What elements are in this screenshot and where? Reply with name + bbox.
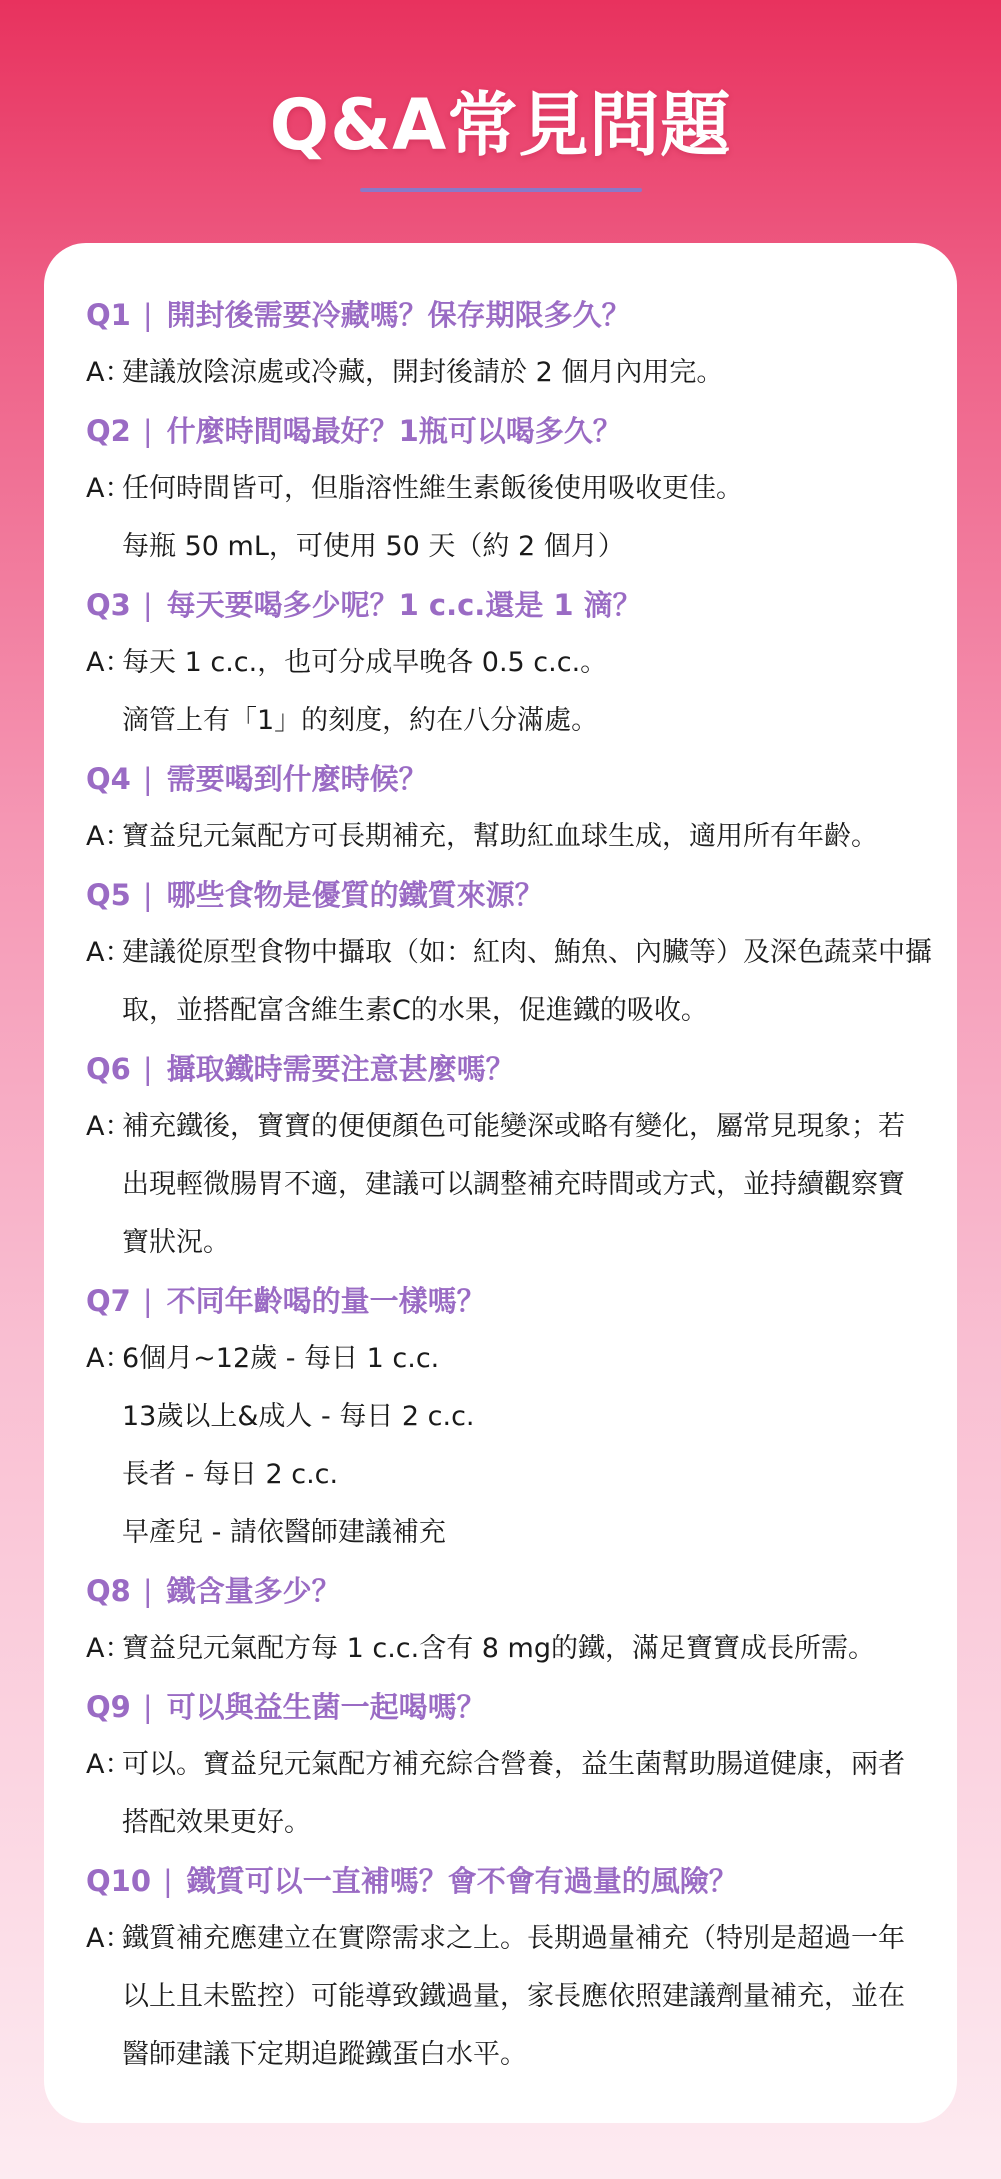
question-row (86, 1040, 917, 1098)
answer-line (86, 2026, 917, 2084)
answer-line (86, 1968, 917, 2026)
question-number: Q8 (86, 1574, 131, 1608)
qa-item-q4 (86, 750, 917, 866)
answer-label: A： (86, 821, 132, 852)
question-divider: | (142, 1284, 153, 1318)
answer-text: 醫師建議下定期追蹤鐵蛋白水平。 (122, 2039, 527, 2070)
question-row (86, 866, 917, 924)
question-row (86, 1678, 917, 1736)
answer-line (86, 1504, 917, 1562)
qa-item-q10 (86, 1852, 917, 2084)
qa-item-q9 (86, 1678, 917, 1852)
question-number: Q1 (86, 298, 131, 332)
question-divider: | (142, 878, 153, 912)
question-divider: | (142, 414, 153, 448)
question-text: 什麼時間喝最好？1瓶可以喝多久？ (166, 414, 622, 448)
answer-text: 以上且未監控）可能導致鐵過量，家長應依照建議劑量補充，並在 (122, 1981, 905, 2012)
question-divider: | (142, 1690, 153, 1724)
question-text: 需要喝到什麼時候？ (166, 762, 428, 796)
qa-card (44, 243, 957, 2123)
answer-line (86, 1446, 917, 1504)
answer-text: 可以。寶益兒元氣配方補充綜合營養，益生菌幫助腸道健康，兩者 (122, 1749, 905, 1780)
question-text: 可以與益生菌一起喝嗎？ (166, 1690, 486, 1724)
question-divider: | (142, 762, 153, 796)
question-row (86, 1852, 917, 1910)
answer-text: 每天 1 c.c.，也可分成早晚各 0.5 c.c.。 (122, 647, 608, 678)
answer-line (86, 1330, 917, 1388)
question-number: Q5 (86, 878, 131, 912)
answer-label: A： (86, 1923, 132, 1954)
question-divider: | (142, 1052, 153, 1086)
answer-line (86, 1794, 917, 1852)
question-row (86, 286, 917, 344)
qa-item-q3 (86, 576, 917, 750)
answer-label: A： (86, 937, 132, 968)
answer-line (86, 1910, 917, 1968)
qa-item-q7 (86, 1272, 917, 1562)
answer-text: 寶益兒元氣配方可長期補充，幫助紅血球生成，適用所有年齡。 (122, 821, 878, 852)
answer-line (86, 634, 917, 692)
answer-line (86, 518, 917, 576)
question-row (86, 576, 917, 634)
answer-text: 13歲以上&成人 - 每日 2 c.c. (122, 1401, 475, 1432)
question-text: 鐵質可以一直補嗎？會不會有過量的風險？ (186, 1864, 738, 1898)
question-row (86, 750, 917, 808)
answer-text: 建議放陰涼處或冷藏，開封後請於 2 個月內用完。 (122, 357, 724, 388)
question-row (86, 1562, 917, 1620)
answer-label: A： (86, 1111, 132, 1142)
answer-text: 寶狀況。 (122, 1227, 230, 1258)
question-text: 攝取鐵時需要注意甚麼嗎？ (166, 1052, 515, 1086)
title-underline (360, 188, 642, 192)
answer-text: 搭配效果更好。 (122, 1807, 311, 1838)
answer-text: 早產兒 - 請依醫師建議補充 (122, 1517, 446, 1548)
question-number: Q2 (86, 414, 131, 448)
qa-item-q8 (86, 1562, 917, 1678)
question-divider: | (142, 588, 153, 622)
question-divider: | (142, 298, 153, 332)
answer-line (86, 924, 932, 982)
answer-label: A： (86, 357, 132, 388)
question-divider: | (142, 1574, 153, 1608)
answer-text: 出現輕微腸胃不適，建議可以調整補充時間或方式，並持續觀察寶 (122, 1169, 905, 1200)
answer-text: 寶益兒元氣配方每 1 c.c.含有 8 mg的鐵，滿足寶寶成長所需。 (122, 1633, 875, 1664)
answer-label: A： (86, 1633, 132, 1664)
question-row (86, 1272, 917, 1330)
question-number: Q7 (86, 1284, 131, 1318)
answer-text: 補充鐵後，寶寶的便便顏色可能變深或略有變化，屬常見現象；若 (122, 1111, 905, 1142)
answer-label: A： (86, 1749, 132, 1780)
question-row (86, 402, 917, 460)
answer-text: 6個月~12歲 - 每日 1 c.c. (122, 1343, 440, 1374)
question-number: Q4 (86, 762, 131, 796)
qa-item-q1 (86, 286, 917, 402)
answer-label: A： (86, 1343, 132, 1374)
answer-label: A： (86, 647, 132, 678)
answer-line (86, 344, 917, 402)
question-number: Q6 (86, 1052, 131, 1086)
question-divider: | (163, 1864, 173, 1898)
question-number: Q10 (86, 1864, 152, 1898)
qa-item-q2 (86, 402, 917, 576)
answer-line (86, 1388, 917, 1446)
answer-text: 滴管上有「1」的刻度，約在八分滿處。 (122, 705, 599, 736)
question-text: 不同年齡喝的量一樣嗎？ (166, 1284, 486, 1318)
answer-line (86, 1156, 917, 1214)
page-title: Q&A常見問題 (269, 84, 732, 166)
question-text: 每天要喝多少呢？1 c.c.還是 1 滴？ (166, 588, 642, 622)
question-text: 鐵含量多少？ (166, 1574, 341, 1608)
answer-text: 長者 - 每日 2 c.c. (122, 1459, 339, 1490)
answer-line (86, 1214, 917, 1272)
answer-text: 每瓶 50 mL，可使用 50 天（約 2 個月） (122, 531, 625, 562)
qa-item-q5 (86, 866, 932, 1040)
question-text: 哪些食物是優質的鐵質來源？ (166, 878, 544, 912)
answer-line (86, 692, 917, 750)
answer-label: A： (86, 473, 132, 504)
answer-line (86, 982, 917, 1040)
answer-text: 任何時間皆可，但脂溶性維生素飯後使用吸收更佳。 (122, 473, 743, 504)
answer-line (86, 1620, 917, 1678)
answer-text: 建議從原型食物中攝取（如：紅肉、鮪魚、內臟等）及深色蔬菜中攝 (122, 937, 932, 968)
answer-line (86, 808, 917, 866)
question-number: Q9 (86, 1690, 131, 1724)
qa-list (86, 286, 932, 2084)
answer-text: 取，並搭配富含維生素C的水果，促進鐵的吸收。 (122, 995, 708, 1026)
question-text: 開封後需要冷藏嗎？保存期限多久？ (166, 298, 631, 332)
answer-line (86, 1098, 917, 1156)
answer-line (86, 460, 917, 518)
answer-line (86, 1736, 917, 1794)
answer-text: 鐵質補充應建立在實際需求之上。長期過量補充（特別是超過一年 (122, 1923, 905, 1954)
question-number: Q3 (86, 588, 131, 622)
qa-item-q6 (86, 1040, 917, 1272)
